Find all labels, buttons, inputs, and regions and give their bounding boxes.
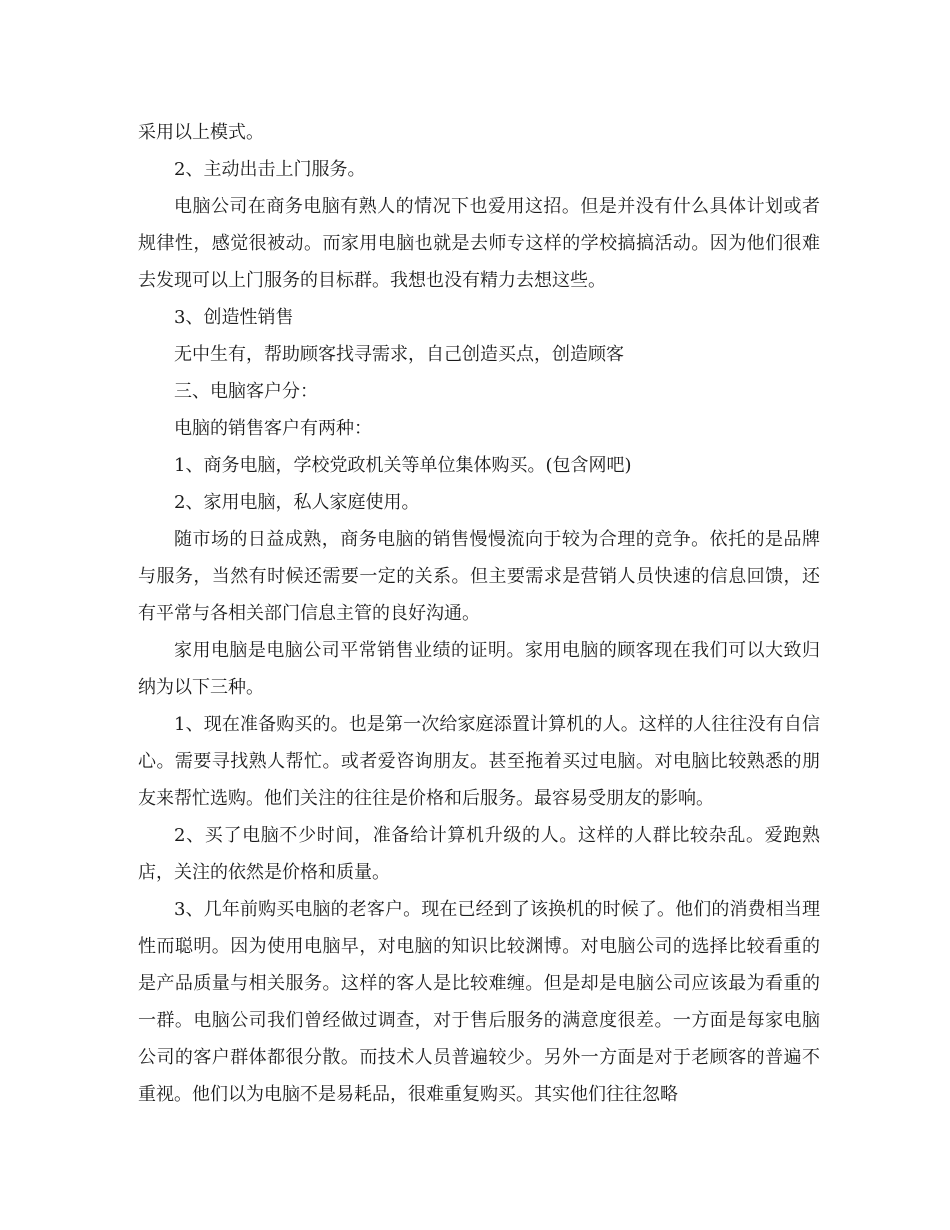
paragraph-continuation: 采用以上模式。 bbox=[138, 122, 264, 143]
paragraph-home-pc: 2、家用电脑，私人家庭使用。 bbox=[174, 492, 420, 513]
paragraph-heading-creative-sales: 3、创造性销售 bbox=[174, 307, 294, 328]
paragraph-returning-customers: 3、几年前购买电脑的老客户。现在已经到了该换机的时候了。他们的消费相当理性而聪明。因为使用电脑早，对电脑的知识比较渊博。对电脑公司的选择比较看重的是产品质量与相关服务。这样的客人是比较难缠。但是却是电脑公司应该最为看重的一群。电脑公司我们曾经做过调查，对于售后服务的满意度很差。一方面是每家电脑公司的客户群体都很分散。而技术人员普遍较少。另外一方面是对于老顾客的普遍不重视。他们以为电脑不是易耗品，很难重复购买。其实他们往往忽略 bbox=[138, 899, 820, 1105]
paragraph-business-pc: 1、商务电脑，学校党政机关等单位集体购买。(包含网吧) bbox=[174, 455, 632, 476]
paragraph-first-time-buyers: 1、现在准备购买的。也是第一次给家庭添置计算机的人。这样的人往往没有自信心。需要寻找熟人帮忙。或者爱咨询朋友。甚至拖着买过电脑。对电脑比较熟悉的朋友来帮忙选购。他们关注的往往是价格和后服务。最容易受朋友的影响。 bbox=[138, 714, 820, 809]
paragraph-market-competition: 随市场的日益成熟，商务电脑的销售慢慢流向于较为合理的竞争。依托的是品牌与服务，当然有时候还需要一定的关系。但主要需求是营销人员快速的信息回馈，还有平常与各相关部门信息主管的良好沟通。 bbox=[138, 529, 820, 624]
paragraph-upgrade-buyers: 2、买了电脑不少时间，准备给计算机升级的人。这样的人群比较杂乱。爱跑熟店，关注的依然是价格和质量。 bbox=[138, 825, 820, 883]
paragraph-heading-customer-types: 三、电脑客户分： bbox=[174, 381, 318, 402]
paragraph-creative-sales-body: 无中生有，帮助顾客找寻需求，自己创造买点，创造顾客 bbox=[174, 344, 624, 365]
paragraph-home-pc-customers: 家用电脑是电脑公司平常销售业绩的证明。家用电脑的顾客现在我们可以大致归纳为以下三种。 bbox=[138, 640, 820, 698]
paragraph-heading-door-service: 2、主动出击上门服务。 bbox=[174, 159, 366, 180]
paragraph-door-service-body: 电脑公司在商务电脑有熟人的情况下也爱用这招。但是并没有什么具体计划或者规律性，感觉很被动。而家用电脑也就是去师专这样的学校搞搞活动。因为他们很难去发现可以上门服务的目标群。我想也没有精力去想这些。 bbox=[138, 196, 820, 291]
paragraph-customer-types-intro: 电脑的销售客户有两种： bbox=[174, 418, 372, 439]
